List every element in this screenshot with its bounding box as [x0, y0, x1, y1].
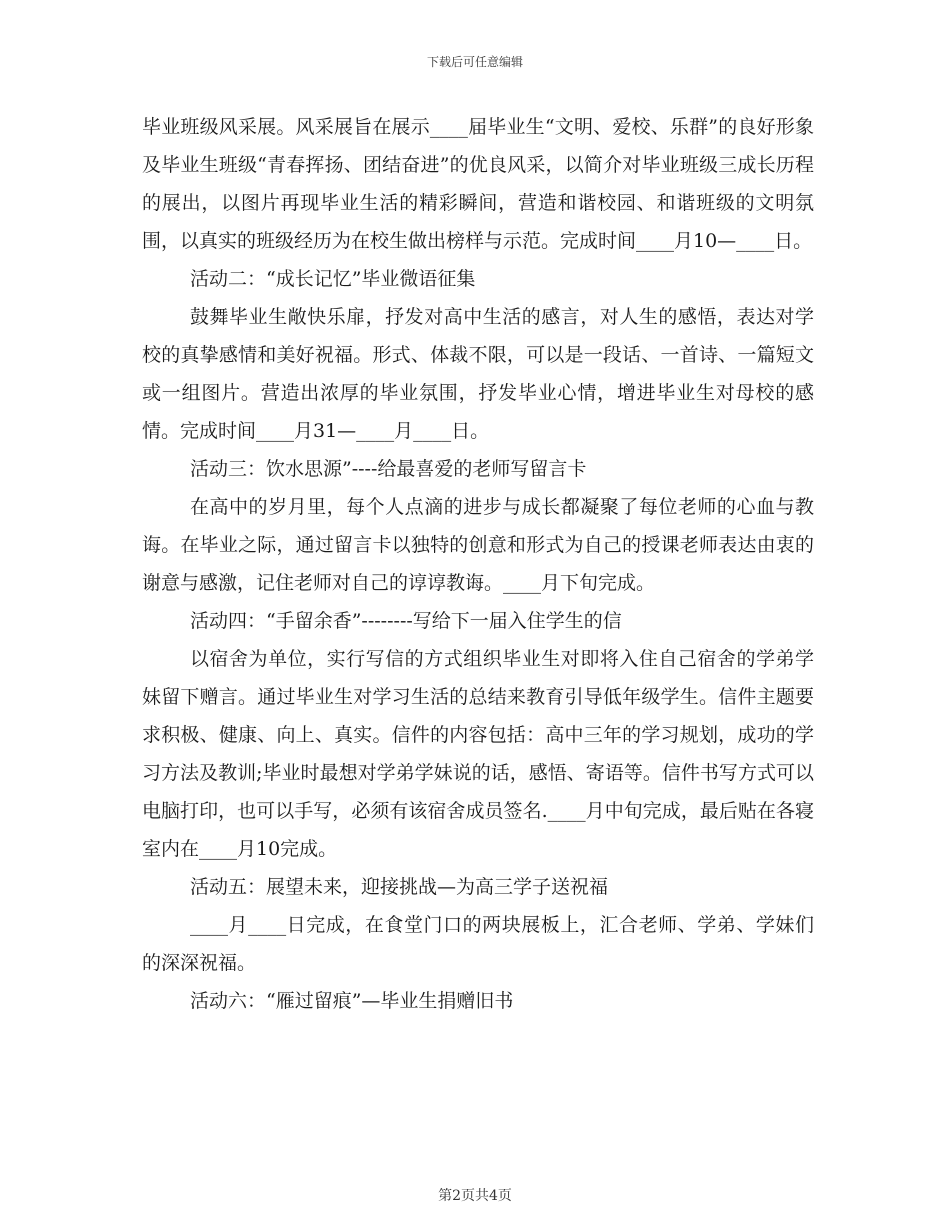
paragraph-activity-2: 鼓舞毕业生敞快乐扉，抒发对高中生活的感言，对人生的感悟，表达对学校的真挚感情和美好祝福。形式、体裁不限，可以是一段话、一首诗、一篇短文或一组图片。营造出浓厚的毕业氛围，抒发毕业心情，增进毕业生对母校的感情。完成时间____月31—____月____日。 — [142, 306, 814, 442]
heading-activity-6: 活动六：“雁过留痕”—毕业生捐赠旧书 — [190, 990, 514, 1012]
paragraph-activity-3: 在高中的岁月里，每个人点滴的进步与成长都凝聚了每位老师的心血与教诲。在毕业之际，通过留言卡以独特的创意和形式为自己的授课老师表达由衷的谢意与感激，记住老师对自己的谆谆教诲。____月下旬完成。 — [142, 496, 814, 594]
page-footer: 第2页共4页 — [438, 1188, 512, 1204]
paragraph-activity-5: ____月____日完成，在食堂门口的两块展板上，汇合老师、学弟、学妹们的深深祝福。 — [142, 914, 814, 974]
document-body — [142, 108, 814, 1020]
heading-activity-5: 活动五：展望未来，迎接挑战—为高三学子送祝福 — [190, 876, 609, 898]
heading-activity-4: 活动四：“手留余香”--------写给下一届入住学生的信 — [190, 610, 622, 632]
paragraph-activity-4: 以宿舍为单位，实行写信的方式组织毕业生对即将入住自己宿舍的学弟学妹留下赠言。通过毕业生对学习生活的总结来教育引导低年级学生。信件主题要求积极、健康、向上、真实。信件的内容包括：高中三年的学习规划，成功的学习方法及教训;毕业时最想对学弟学妹说的话，感悟、寄语等。信件书写方式可以电脑打印，也可以手写，必须有该宿舍成员签名.____月中旬完成，最后贴在各寝室内在____月10完成。 — [142, 648, 814, 860]
heading-activity-3: 活动三：饮水思源”----给最喜爱的老师写留言卡 — [190, 458, 587, 480]
paragraph-class-showcase: 毕业班级风采展。风采展旨在展示____届毕业生“文明、爱校、乐群”的良好形象及毕业生班级“青春挥扬、团结奋进”的优良风采，以简介对毕业班级三成长历程的展出，以图片再现毕业生活的精彩瞬间，营造和谐校园、和谐班级的文明氛围，以真实的班级经历为在校生做出榜样与示范。完成时间____月10—____日。 — [142, 116, 814, 252]
heading-activity-2: 活动二：“成长记忆”毕业微语征集 — [190, 268, 476, 290]
page-header: 下载后可任意编辑 — [426, 55, 523, 69]
